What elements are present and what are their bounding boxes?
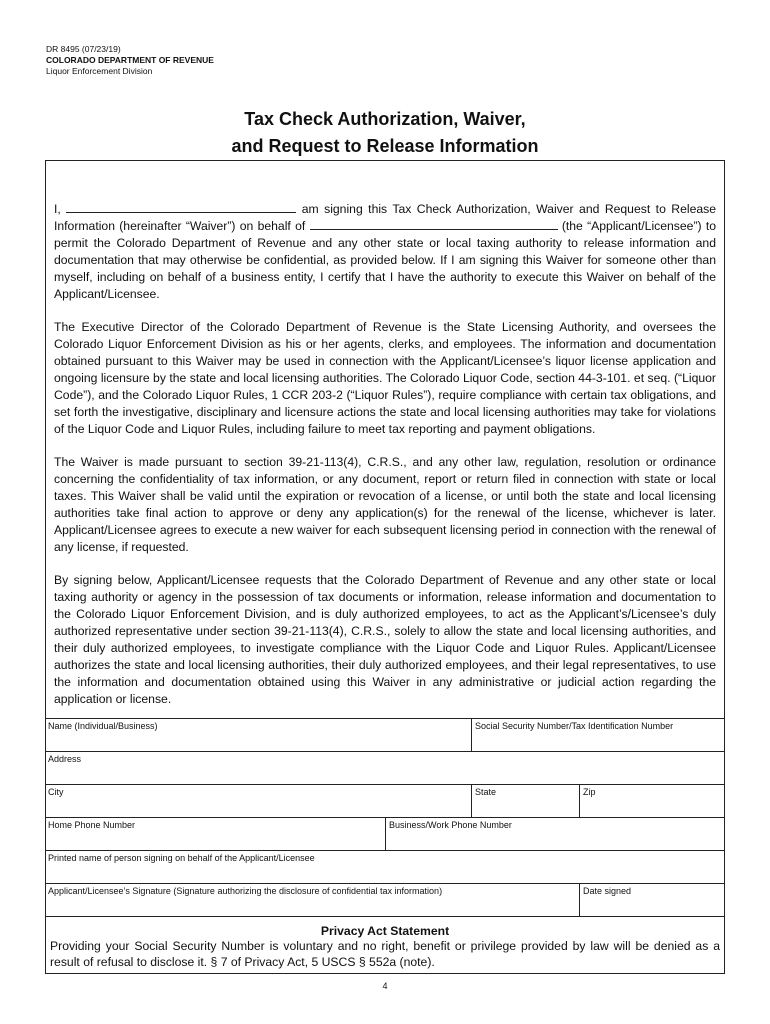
signature-label: Applicant/Licensee’s Signature (Signature authorizing the disclosure of confidential tax information) [48, 886, 443, 896]
applicant-name-blank[interactable] [310, 218, 558, 230]
waiver-paragraph-4: By signing below, Applicant/Licensee requests that the Colorado Department of Revenue and any other state or local taxing authority or agency in the possession of tax documents or information, release information and documentation to the Colorado Liquor Enforcement Division, and is duly authorized employees, to act as the Applicant’s/Licensee’s duly authorized representative under section 39-21-113(4), C.R.S., solely to allow the state and local licensing authorities, and their duly authorized employees, to investigate compliance with the Liquor Code and Liquor Rules. Applicant/Licensee authorizes the state and local licensing authorities, their duly authorized employees, and their legal representatives, to use the information and documentation obtained using this Waiver in any administrative or judicial action regarding the application or license. [54, 573, 716, 706]
waiver-p1-end: (the “Applicant/Licensee”) to permit the Colorado Department of Revenue and any other state or local taxing authority to release information and documentation that may otherwise be confidential, as provided below. If I am signing this Waiver for someone other than myself, including on behalf of a business entity, I certify that I have the authority to execute this Waiver on behalf of the Applicant/Licensee. [54, 219, 717, 301]
row-address [45, 751, 725, 785]
waiver-paragraph-3: The Waiver is made pursuant to section 39-21-113(4), C.R.S., and any other law, regulation, resolution or ordinance concerning the confidentiality of tax information, or any document, report or return filed in connection with state or local taxes. This Waiver shall be valid until the expiration or revocation of a license, or until both the state and local licensing authorities take final action to approve or deny any application(s) for the renewal of the license, whichever is later. Applicant/Licensee agrees to execute a new waiver for each subsequent licensing period in connection with the renewal of any license, if requested. [54, 455, 716, 554]
waiver-paragraph-2: The Executive Director of the Colorado Department of Revenue is the State Licensing Authority, and oversees the Colorado Liquor Enforcement Division as his or her agents, clerks, and employees. The information and documentation obtained pursuant to this Waiver may be used in connection with the Applicant/Licensee’s liquor license application and ongoing licensure by the state and local licensing authorities. The Colorado Liquor Code, section 44-3-101. et seq. (“Liquor Code”), and the Colorado Liquor Rules, 1 CCR 203-2 (“Liquor Rules”), require compliance with certain tax obligations, and set forth the investigative, disciplinary and licensure actions the state and local licensing authorities may take for violations of the Liquor Code and Liquor Rules, including failure to meet tax reporting and payment obligations. [54, 320, 716, 436]
waiver-text [54, 201, 716, 724]
waiver-paragraph-1 [54, 201, 716, 303]
work-phone-field[interactable] [385, 818, 725, 851]
zip-label: Zip [583, 787, 596, 797]
applicant-info-grid [45, 718, 725, 916]
address-label: Address [48, 754, 82, 764]
row-phone [45, 817, 725, 851]
waiver-p1-start: I, [54, 202, 61, 216]
ssn-field[interactable] [471, 719, 725, 752]
work-phone-label: Business/Work Phone Number [389, 820, 512, 830]
state-label: State [475, 787, 497, 797]
signature-field[interactable] [45, 884, 579, 917]
waiver-p1-middle: am signing this Tax Check Authorization, Waiver and Request to Release Information (hereinafter “Waiver”) on behalf of [54, 202, 717, 233]
document-title [0, 106, 770, 160]
date-signed-field[interactable] [579, 884, 725, 917]
division-name: Liquor Enforcement Division [46, 66, 153, 76]
privacy-heading: Privacy Act Statement [320, 924, 450, 938]
title-line-1: Tax Check Authorization, Waiver, [244, 109, 526, 129]
name-label: Name (Individual/Business) [48, 721, 158, 731]
zip-field[interactable] [579, 785, 725, 818]
form-header [46, 44, 214, 77]
privacy-act-section [45, 916, 725, 974]
row-city [45, 784, 725, 818]
ssn-label: Social Security Number/Tax Identification Number [475, 721, 674, 731]
home-phone-label: Home Phone Number [48, 820, 136, 830]
name-field[interactable] [45, 719, 471, 752]
row-signature [45, 883, 725, 917]
row-printed-name [45, 850, 725, 884]
date-signed-label: Date signed [583, 886, 632, 896]
home-phone-field[interactable] [45, 818, 385, 851]
department-name: COLORADO DEPARTMENT OF REVENUE [46, 55, 214, 65]
title-line-2: and Request to Release Information [231, 136, 539, 156]
signer-name-blank[interactable] [66, 201, 296, 213]
address-field[interactable] [45, 752, 725, 785]
state-field[interactable] [471, 785, 579, 818]
page-number: 4 [382, 981, 388, 991]
privacy-text: Providing your Social Security Number is voluntary and no right, benefit or privilege provided by law will be denied as a result of refusal to disclose it. § 7 of Privacy Act, 5 USCS § 552a (note). [50, 939, 720, 969]
row-name [45, 718, 725, 752]
printed-name-field[interactable] [45, 851, 725, 884]
printed-name-label: Printed name of person signing on behalf of the Applicant/Licensee [48, 853, 315, 863]
form-id: DR 8495 (07/23/19) [46, 44, 121, 54]
city-label: City [48, 787, 64, 797]
city-field[interactable] [45, 785, 471, 818]
